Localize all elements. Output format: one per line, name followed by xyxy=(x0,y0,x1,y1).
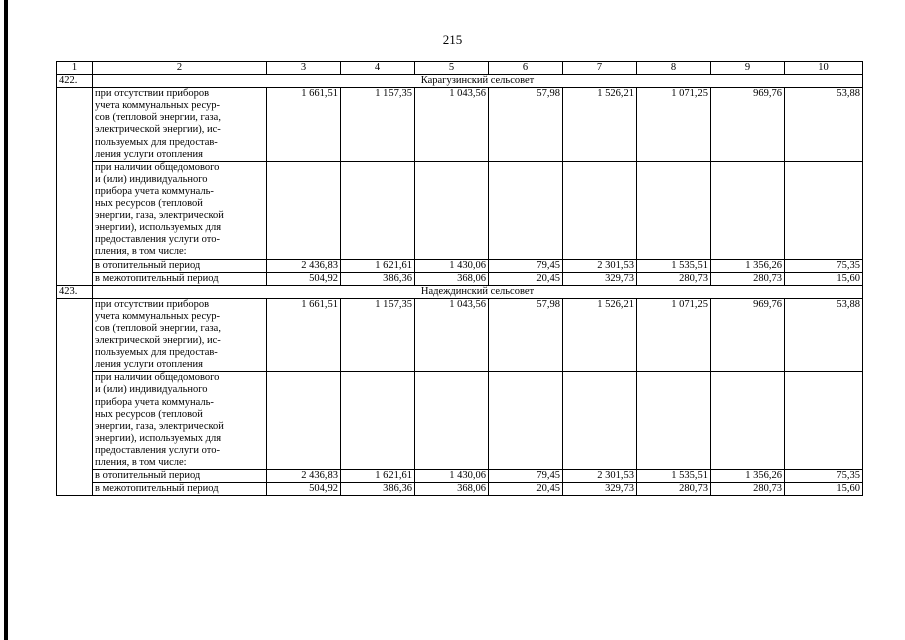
row-label-line: предоставления услуги ото- xyxy=(95,444,220,456)
row-label-line: пления, в том числе: xyxy=(95,246,187,258)
value-cell: 1 430,06 xyxy=(415,470,489,483)
column-header: 8 xyxy=(637,62,711,75)
section-number: 423. xyxy=(57,285,93,298)
row-label-line: сов (тепловой энергии, газа, xyxy=(95,112,221,124)
row-label-line: энергии, газа, электрической xyxy=(95,210,224,222)
row-label-line: при отсутствии приборов xyxy=(95,298,210,310)
value-cell xyxy=(711,161,785,259)
column-header: 1 xyxy=(57,62,93,75)
row-label-line: пользуемых для предостав- xyxy=(95,136,218,148)
row-label-line: энергии), используемых для xyxy=(95,222,222,234)
value-cell: 368,06 xyxy=(415,483,489,496)
column-header: 2 xyxy=(93,62,267,75)
value-cell xyxy=(637,161,711,259)
row-label-line: прибора учета коммуналь- xyxy=(95,185,214,197)
value-cell: 280,73 xyxy=(637,483,711,496)
row-label xyxy=(93,483,267,496)
value-cell: 1 661,51 xyxy=(267,298,341,372)
table-row xyxy=(57,272,863,285)
value-cell xyxy=(563,161,637,259)
value-cell: 79,45 xyxy=(489,259,563,272)
row-label-line: энергии, газа, электрической xyxy=(95,420,224,432)
value-cell: 1 535,51 xyxy=(637,259,711,272)
row-label xyxy=(93,298,267,372)
column-header: 5 xyxy=(415,62,489,75)
value-cell: 1 071,25 xyxy=(637,88,711,162)
value-cell: 1 621,61 xyxy=(341,259,415,272)
value-cell: 280,73 xyxy=(637,272,711,285)
value-cell xyxy=(341,372,415,470)
value-cell xyxy=(489,372,563,470)
row-label xyxy=(93,161,267,259)
row-label xyxy=(93,372,267,470)
column-header: 4 xyxy=(341,62,415,75)
value-cell xyxy=(637,372,711,470)
row-label xyxy=(93,470,267,483)
row-label-line: при наличии общедомового xyxy=(95,161,220,173)
row-label xyxy=(93,259,267,272)
value-cell: 2 436,83 xyxy=(267,470,341,483)
column-header: 9 xyxy=(711,62,785,75)
row-label-line: в межотопительный период xyxy=(95,272,219,284)
value-cell: 2 301,53 xyxy=(563,470,637,483)
value-cell: 75,35 xyxy=(785,259,863,272)
section-header-row xyxy=(57,75,863,88)
value-cell: 1 430,06 xyxy=(415,259,489,272)
value-cell: 53,88 xyxy=(785,88,863,162)
value-cell: 969,76 xyxy=(711,298,785,372)
value-cell xyxy=(785,372,863,470)
value-cell: 57,98 xyxy=(489,88,563,162)
row-label-line: ления услуги отопления xyxy=(95,148,203,160)
row-label-line: пользуемых для предостав- xyxy=(95,347,218,359)
row-label-line: и (или) индивидуального xyxy=(95,384,208,396)
tariff-table xyxy=(56,61,863,496)
value-cell: 386,36 xyxy=(341,272,415,285)
value-cell xyxy=(415,372,489,470)
column-header: 10 xyxy=(785,62,863,75)
row-label-line: пления, в том числе: xyxy=(95,457,187,468)
value-cell: 504,92 xyxy=(267,483,341,496)
row-label-line: электрической энергии), ис- xyxy=(95,124,221,136)
row-label-line: учета коммунальных ресур- xyxy=(95,310,220,322)
section-number: 422. xyxy=(57,75,93,88)
value-cell: 1 043,56 xyxy=(415,298,489,372)
table-row xyxy=(57,259,863,272)
value-cell: 53,88 xyxy=(785,298,863,372)
table-row xyxy=(57,483,863,496)
blank-number-cell xyxy=(57,298,93,496)
value-cell: 1 526,21 xyxy=(563,298,637,372)
value-cell xyxy=(415,161,489,259)
value-cell: 368,06 xyxy=(415,272,489,285)
row-label-line: в отопительный период xyxy=(95,470,201,482)
blank-number-cell xyxy=(57,88,93,286)
row-label-line: в межотопительный период xyxy=(95,483,219,495)
row-label-line: учета коммунальных ресур- xyxy=(95,100,220,112)
value-cell: 329,73 xyxy=(563,272,637,285)
value-cell: 1 071,25 xyxy=(637,298,711,372)
value-cell: 1 621,61 xyxy=(341,470,415,483)
value-cell: 280,73 xyxy=(711,483,785,496)
value-cell: 75,35 xyxy=(785,470,863,483)
section-title: Карагузинский сельсовет xyxy=(93,75,863,88)
value-cell: 20,45 xyxy=(489,272,563,285)
value-cell: 386,36 xyxy=(341,483,415,496)
value-cell: 1 356,26 xyxy=(711,259,785,272)
value-cell: 15,60 xyxy=(785,483,863,496)
row-label-line: электрической энергии), ис- xyxy=(95,335,221,347)
value-cell: 1 157,35 xyxy=(341,298,415,372)
value-cell: 1 526,21 xyxy=(563,88,637,162)
row-label-line: ных ресурсов (тепловой xyxy=(95,408,203,420)
row-label xyxy=(93,88,267,162)
value-cell: 2 436,83 xyxy=(267,259,341,272)
value-cell: 504,92 xyxy=(267,272,341,285)
page-edge-bar xyxy=(4,0,8,640)
value-cell xyxy=(341,161,415,259)
column-header: 3 xyxy=(267,62,341,75)
page-number: 215 xyxy=(442,32,463,47)
row-label-line: при наличии общедомового xyxy=(95,372,220,384)
table-row xyxy=(57,298,863,372)
value-cell xyxy=(489,161,563,259)
value-cell: 1 157,35 xyxy=(341,88,415,162)
column-header: 7 xyxy=(563,62,637,75)
value-cell: 1 661,51 xyxy=(267,88,341,162)
row-label-line: и (или) индивидуального xyxy=(95,173,208,185)
table-row xyxy=(57,372,863,470)
row-label-line: энергии), используемых для xyxy=(95,432,222,444)
value-cell: 20,45 xyxy=(489,483,563,496)
table-row xyxy=(57,161,863,259)
section-header-row xyxy=(57,285,863,298)
value-cell: 280,73 xyxy=(711,272,785,285)
row-label-line: сов (тепловой энергии, газа, xyxy=(95,322,221,334)
row-label-line: ных ресурсов (тепловой xyxy=(95,198,203,210)
value-cell: 57,98 xyxy=(489,298,563,372)
table-row xyxy=(57,470,863,483)
value-cell: 969,76 xyxy=(711,88,785,162)
row-label-line: предоставления услуги ото- xyxy=(95,234,220,246)
row-label-line: ления услуги отопления xyxy=(95,359,203,371)
row-label xyxy=(93,272,267,285)
section-title: Надеждинский сельсовет xyxy=(93,285,863,298)
value-cell: 2 301,53 xyxy=(563,259,637,272)
value-cell: 1 356,26 xyxy=(711,470,785,483)
column-header: 6 xyxy=(489,62,563,75)
row-label-line: прибора учета коммуналь- xyxy=(95,396,214,408)
row-label-line: в отопительный период xyxy=(95,259,201,271)
value-cell: 329,73 xyxy=(563,483,637,496)
value-cell xyxy=(711,372,785,470)
value-cell xyxy=(267,161,341,259)
column-number-row xyxy=(57,62,863,75)
value-cell: 79,45 xyxy=(489,470,563,483)
value-cell xyxy=(267,372,341,470)
value-cell: 1 535,51 xyxy=(637,470,711,483)
value-cell xyxy=(563,372,637,470)
value-cell: 1 043,56 xyxy=(415,88,489,162)
value-cell: 15,60 xyxy=(785,272,863,285)
table-row xyxy=(57,88,863,162)
value-cell xyxy=(785,161,863,259)
row-label-line: при отсутствии приборов xyxy=(95,88,210,100)
